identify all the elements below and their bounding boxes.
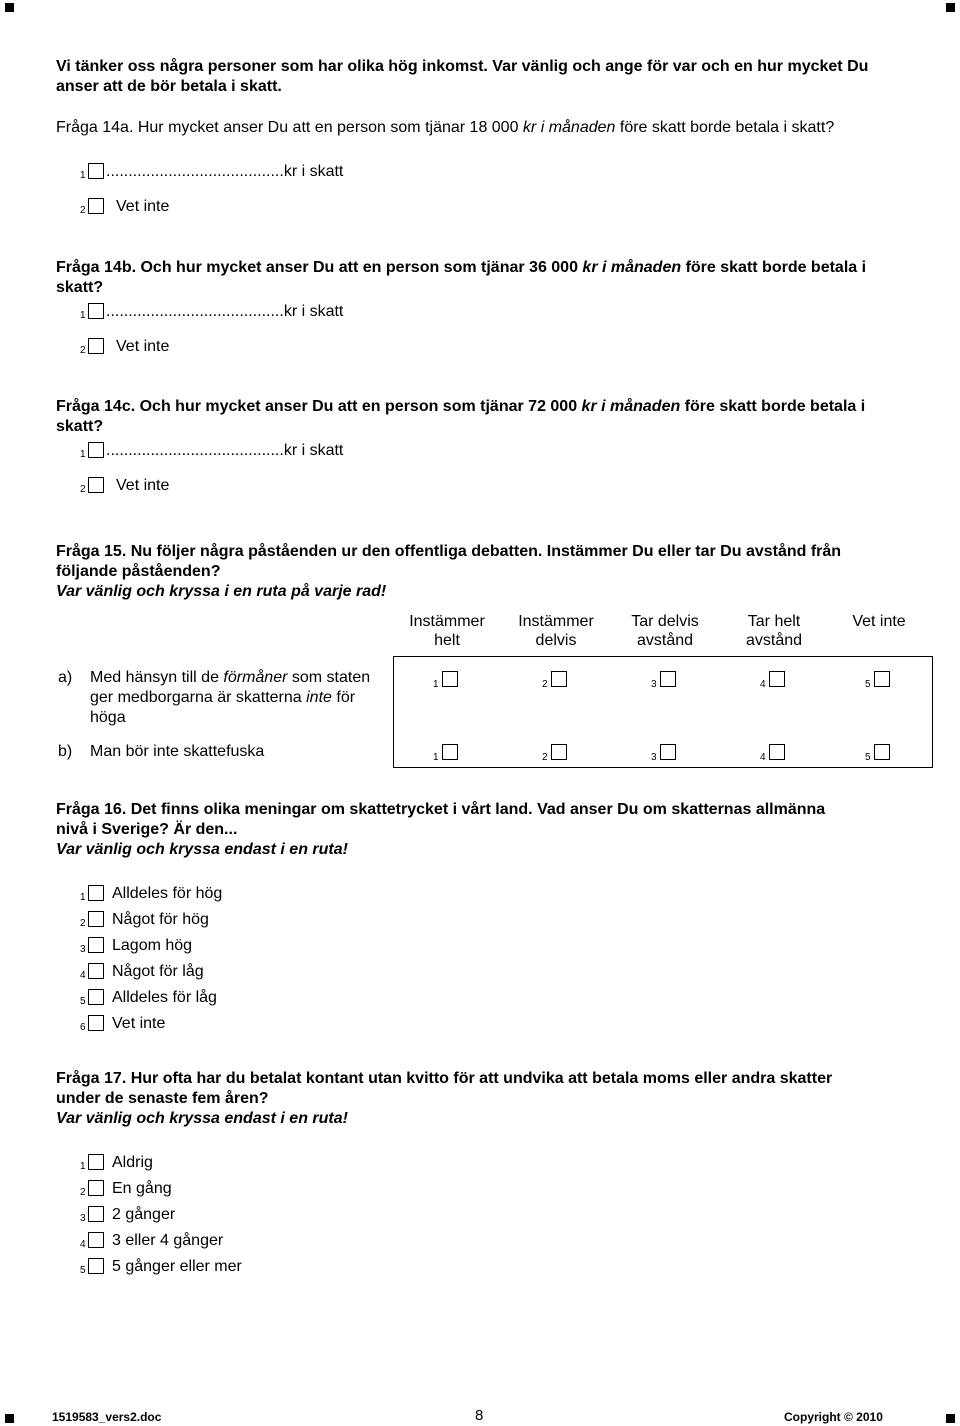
checkbox-a-4[interactable]: [769, 671, 785, 687]
question-17: Fråga 17. Hur ofta har du betalat kontant utan kvitto för att undvika att betala moms eller andra skatter under de senaste fem åren? Var vänlig och kryssa endast i en ruta!: [56, 1070, 833, 1127]
checkbox[interactable]: [88, 989, 104, 1005]
question-label: Fråga 14a.: [56, 119, 134, 136]
corner-mark-bottom-left: [5, 1414, 14, 1423]
instruction: Var vänlig och kryssa endast i en ruta!: [56, 1110, 348, 1127]
checkbox-b-4[interactable]: [769, 744, 785, 760]
response-grid: 1 2 3 4 5 1 2 3 4 5: [393, 656, 933, 768]
checkbox[interactable]: [88, 163, 104, 179]
checkbox-b-2[interactable]: [551, 744, 567, 760]
checkbox[interactable]: [88, 1015, 104, 1031]
statement-letter: b): [58, 743, 73, 760]
statement-a: Med hänsyn till de förmåner som staten ger medborgarna är skatterna inte för höga: [90, 669, 371, 726]
column-header: Instämmer helt: [409, 613, 485, 649]
intro-text: Vi tänker oss några personer som har olika hög inkomst. Var vänlig och ange för var och en hur mycket Du anser att de bör betala i skatt.: [56, 58, 869, 95]
checkbox[interactable]: [88, 885, 104, 901]
checkbox-b-5[interactable]: [874, 744, 890, 760]
column-header: Instämmer delvis: [518, 613, 594, 649]
corner-mark-top-right: [946, 3, 955, 12]
question-label: Fråga 14c.: [56, 398, 136, 415]
question-label: Fråga 17.: [56, 1070, 127, 1087]
footer-copyright: Copyright © 2010: [784, 1410, 883, 1424]
column-header: Tar delvis avstånd: [631, 613, 699, 649]
checkbox[interactable]: [88, 963, 104, 979]
page-number: 8: [475, 1407, 484, 1424]
checkbox[interactable]: [88, 1206, 104, 1222]
checkbox-b-3[interactable]: [660, 744, 676, 760]
question-16: Fråga 16. Det finns olika meningar om skattetrycket i vårt land. Vad anser Du om skatternas allmänna nivå i Sverige? Är den... Var vänlig och kryssa endast i en ruta!: [56, 801, 826, 858]
question-15: Fråga 15. Nu följer några påståenden ur den offentliga debatten. Instämmer Du eller tar Du avstånd från följande påståenden? Var vänlig och kryssa i en ruta på varje rad!: [56, 543, 842, 600]
question-14c: Fråga 14c. Och hur mycket anser Du att en person som tjänar 72 000 kr i månaden före skatt borde betala i skatt?: [56, 398, 866, 435]
checkbox[interactable]: [88, 303, 104, 319]
checkbox-a-3[interactable]: [660, 671, 676, 687]
checkbox-a-5[interactable]: [874, 671, 890, 687]
corner-mark-bottom-right: [946, 1414, 955, 1423]
question-14b: Fråga 14b. Och hur mycket anser Du att en person som tjänar 36 000 kr i månaden före skatt borde betala i skatt?: [56, 259, 867, 296]
instruction: Var vänlig och kryssa i en ruta på varje rad!: [56, 583, 387, 600]
checkbox[interactable]: [88, 1154, 104, 1170]
corner-mark-top-left: [5, 3, 14, 12]
checkbox[interactable]: [88, 937, 104, 953]
checkbox-b-1[interactable]: [442, 744, 458, 760]
checkbox[interactable]: [88, 442, 104, 458]
checkbox[interactable]: [88, 911, 104, 927]
checkbox[interactable]: [88, 198, 104, 214]
checkbox[interactable]: [88, 477, 104, 493]
column-header: Tar helt avstånd: [745, 613, 803, 649]
checkbox[interactable]: [88, 1232, 104, 1248]
checkbox[interactable]: [88, 338, 104, 354]
checkbox[interactable]: [88, 1180, 104, 1196]
checkbox-a-1[interactable]: [442, 671, 458, 687]
column-header: Vet inte: [852, 613, 906, 630]
statement-letter: a): [58, 669, 73, 686]
statement-b: Man bör inte skattefuska: [90, 743, 265, 760]
instruction: Var vänlig och kryssa endast i en ruta!: [56, 841, 348, 858]
question-label: Fråga 14b.: [56, 259, 137, 276]
checkbox[interactable]: [88, 1258, 104, 1274]
question-14a: Fråga 14a. Hur mycket anser Du att en person som tjänar 18 000 kr i månaden före skatt borde betala i skatt?: [56, 119, 835, 136]
question-label: Fråga 15.: [56, 543, 127, 560]
question-label: Fråga 16.: [56, 801, 127, 818]
footer-doc-name: 1519583_vers2.doc: [52, 1410, 162, 1424]
checkbox-a-2[interactable]: [551, 671, 567, 687]
